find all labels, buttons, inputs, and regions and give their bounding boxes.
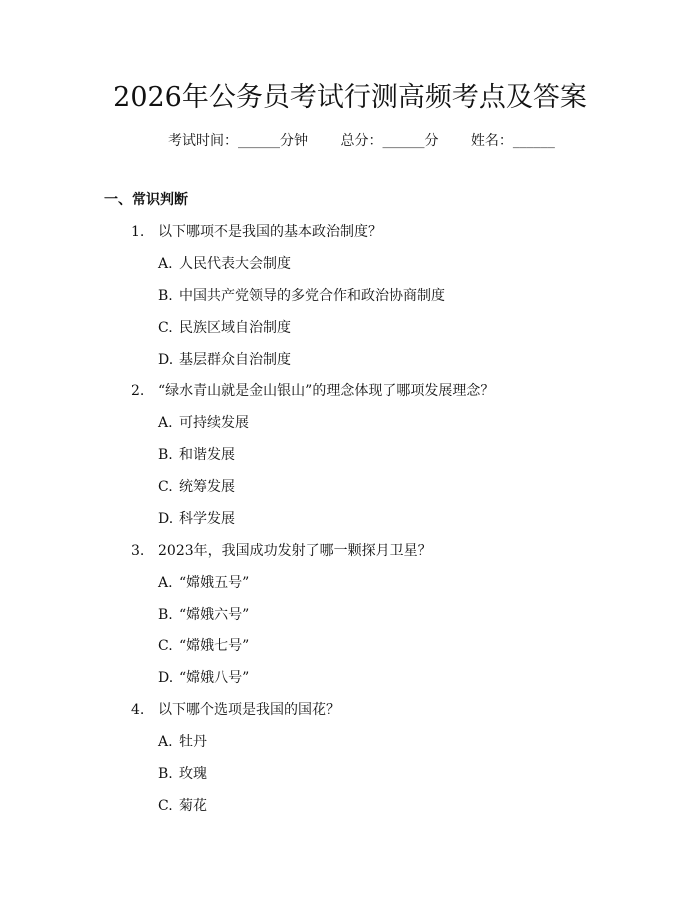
option-text: 人民代表大会制度 xyxy=(179,256,291,272)
option-letter: A. xyxy=(158,734,173,750)
question-1-option-c xyxy=(158,318,291,338)
option-letter: D. xyxy=(158,352,174,368)
question-4-option-a xyxy=(158,732,207,752)
option-text: 民族区域自治制度 xyxy=(179,320,291,336)
question-text: 以下哪项不是我国的基本政治制度？ xyxy=(158,224,382,240)
exam-meta-line xyxy=(168,131,555,151)
option-text: 统筹发展 xyxy=(179,479,235,495)
question-3-option-a xyxy=(158,573,249,593)
exam-time-label: 考试时间：______分钟 xyxy=(168,133,308,149)
option-letter: D. xyxy=(158,670,174,686)
option-text: “嫦娥八号” xyxy=(179,670,250,686)
question-3-option-b xyxy=(158,605,249,625)
question-number: 1. xyxy=(131,224,145,240)
option-letter: C. xyxy=(158,479,173,495)
total-score-label: 总分：______分 xyxy=(340,133,439,149)
option-letter: C. xyxy=(158,320,173,336)
question-number: 4. xyxy=(131,702,145,718)
question-text: 以下哪个选项是我国的国花？ xyxy=(158,702,340,718)
option-letter: A. xyxy=(158,256,173,272)
question-2-option-c xyxy=(158,477,235,497)
option-letter: D. xyxy=(158,511,174,527)
question-2 xyxy=(131,381,494,401)
question-3-option-d xyxy=(158,668,249,688)
question-2-option-a xyxy=(158,413,249,433)
question-text: “绿水青山就是金山银山”的理念体现了哪项发展理念？ xyxy=(158,383,495,399)
question-number: 3. xyxy=(131,543,145,559)
option-text: “嫦娥七号” xyxy=(179,638,250,654)
option-text: 玫瑰 xyxy=(179,766,207,782)
question-number: 2. xyxy=(131,383,145,399)
option-text: 牡丹 xyxy=(179,734,207,750)
section-heading: 一、常识判断 xyxy=(104,192,188,208)
option-letter: A. xyxy=(158,415,173,431)
question-3-option-c xyxy=(158,636,249,656)
option-text: 中国共产党领导的多党合作和政治协商制度 xyxy=(179,288,445,304)
question-text: 2023年，我国成功发射了哪一颗探月卫星？ xyxy=(158,543,432,559)
option-text: 可持续发展 xyxy=(179,415,249,431)
option-letter: C. xyxy=(158,638,173,654)
document-title: 2026年公务员考试行测高频考点及答案 xyxy=(113,82,587,113)
option-text: “嫦娥六号” xyxy=(179,607,250,623)
option-letter: B. xyxy=(158,766,173,782)
option-text: 和谐发展 xyxy=(179,447,235,463)
option-letter: B. xyxy=(158,607,173,623)
student-name-label: 姓名：______ xyxy=(470,133,555,149)
option-letter: B. xyxy=(158,447,173,463)
question-2-option-b xyxy=(158,445,235,465)
option-text: 菊花 xyxy=(179,798,207,814)
question-4 xyxy=(131,700,340,720)
question-1-option-a xyxy=(158,254,291,274)
option-text: “嫦娥五号” xyxy=(179,575,250,591)
question-2-option-d xyxy=(158,509,235,529)
question-1-option-b xyxy=(158,286,445,306)
option-text: 基层群众自治制度 xyxy=(179,352,291,368)
option-letter: C. xyxy=(158,798,173,814)
question-1 xyxy=(131,222,382,242)
option-letter: B. xyxy=(158,288,173,304)
question-1-option-d xyxy=(158,350,291,370)
question-4-option-c xyxy=(158,796,207,816)
option-text: 科学发展 xyxy=(179,511,235,527)
question-3 xyxy=(131,541,432,561)
question-4-option-b xyxy=(158,764,207,784)
option-letter: A. xyxy=(158,575,173,591)
